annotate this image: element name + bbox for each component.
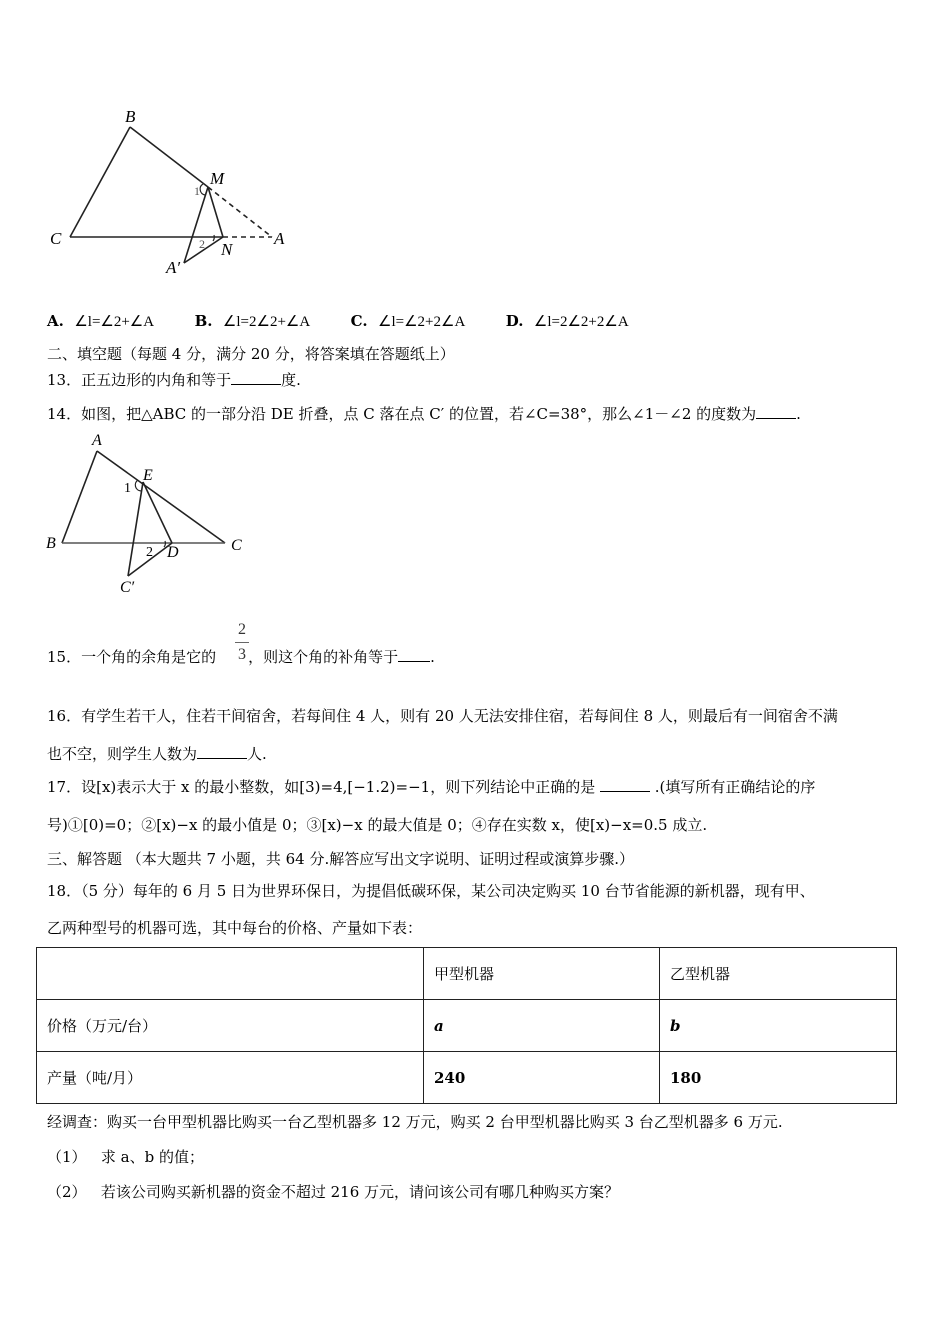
label-A: A <box>92 432 102 449</box>
label-A-prime: A′ <box>166 258 181 277</box>
angle-1-label: 1 <box>194 184 200 198</box>
question-13: 13．正五边形的内角和等于 度. <box>47 371 301 389</box>
question-16-line-2: 也不空，则学生人数为 人. <box>47 745 267 763</box>
table-cell: 180 <box>660 1052 897 1104</box>
table-row <box>37 1000 897 1052</box>
label-D: D <box>167 544 179 561</box>
table-header-type-b: 乙型机器 <box>660 948 897 1000</box>
table-row-label: 产量（吨/月） <box>37 1052 424 1104</box>
option-d: D. ∠l=2∠2+2∠A <box>505 312 629 330</box>
table-cell: b <box>660 1000 897 1052</box>
question-17-line-1: 17．设[x)表示大于 x 的最小整数，如[3)=4,[−1.2)=−1，则下列结论中正确的是 .(填写所有正确结论的序 <box>47 778 816 796</box>
table-row-label: 价格（万元/台） <box>37 1000 424 1052</box>
question-17-line-2: 号)①[0)=0；②[x)−x 的最小值是 0；③[x)−x 的最大值是 0；④存在实数 x，使[x)−x=0.5 成立. <box>47 816 708 834</box>
angle-1-label: 1 <box>124 481 131 496</box>
machine-table <box>36 947 897 1104</box>
option-c: C. ∠l=∠2+2∠A <box>350 312 466 330</box>
question-15: 15．一个角的余角是它的 ，则这个角的补角等于 . <box>47 648 435 666</box>
figure-2-fold-diagram <box>0 0 950 600</box>
label-M: M <box>210 169 225 188</box>
table-row <box>37 1052 897 1104</box>
answer-blank <box>398 647 430 662</box>
label-N: N <box>221 240 233 259</box>
question-16-line-1: 16．有学生若干人，住若干间宿舍，若每间住 4 人，则有 20 人无法安排住宿，若每间住 8 人，则最后有一间宿舍不满 <box>47 707 838 725</box>
label-C: C <box>50 229 62 248</box>
label-B: B <box>46 535 56 552</box>
angle-2-label: 2 <box>199 237 205 251</box>
survey-text: 经调查：购买一台甲型机器比购买一台乙型机器多 12 万元，购买 2 台甲型机器比购买 3 台乙型机器多 6 万元. <box>47 1113 783 1131</box>
sub-question-1: （1） 求 a、b 的值； <box>47 1148 204 1166</box>
label-C-prime: C′ <box>120 579 135 596</box>
label-A: A <box>274 229 285 248</box>
sub-question-2: （2） 若该公司购买新机器的资金不超过 216 万元，请问该公司有哪几种购买方案？ <box>47 1183 620 1201</box>
question-18-line-2: 乙两种型号的机器可选，其中每台的价格、产量如下表： <box>47 919 423 937</box>
option-b: B. ∠l=2∠2+∠A <box>194 312 311 330</box>
table-cell: a <box>424 1000 660 1052</box>
label-C: C <box>231 537 242 554</box>
label-B: B <box>125 107 136 126</box>
table-header-type-a: 甲型机器 <box>424 948 660 1000</box>
table-header-row <box>37 948 897 1000</box>
label-E: E <box>143 467 153 484</box>
section-3-heading: 三、解答题 （本大题共 7 小题，共 64 分.解答应写出文字说明、证明过程或演算步骤.） <box>47 850 635 868</box>
section-2-heading: 二、填空题（每题 4 分，满分 20 分，将答案填在答题纸上） <box>47 345 455 363</box>
option-a: A. ∠l=∠2+∠A <box>47 312 155 330</box>
answer-blank <box>600 777 650 792</box>
fraction-two-thirds: 2 3 <box>232 620 252 665</box>
answer-blank <box>197 744 247 759</box>
angle-2-label: 2 <box>146 545 153 560</box>
table-cell: 240 <box>424 1052 660 1104</box>
question-18-line-1: 18．（5 分）每年的 6 月 5 日为世界环保日，为提倡低碳环保，某公司决定购买 10 台节省能源的新机器，现有甲、 <box>47 882 815 900</box>
question-14: 14．如图，把△ABC 的一部分沿 DE 折叠，点 C 落在点 C′ 的位置，若∠C=38°，那么∠1－∠2 的度数为 . <box>47 405 801 423</box>
table-cell <box>37 948 424 1000</box>
